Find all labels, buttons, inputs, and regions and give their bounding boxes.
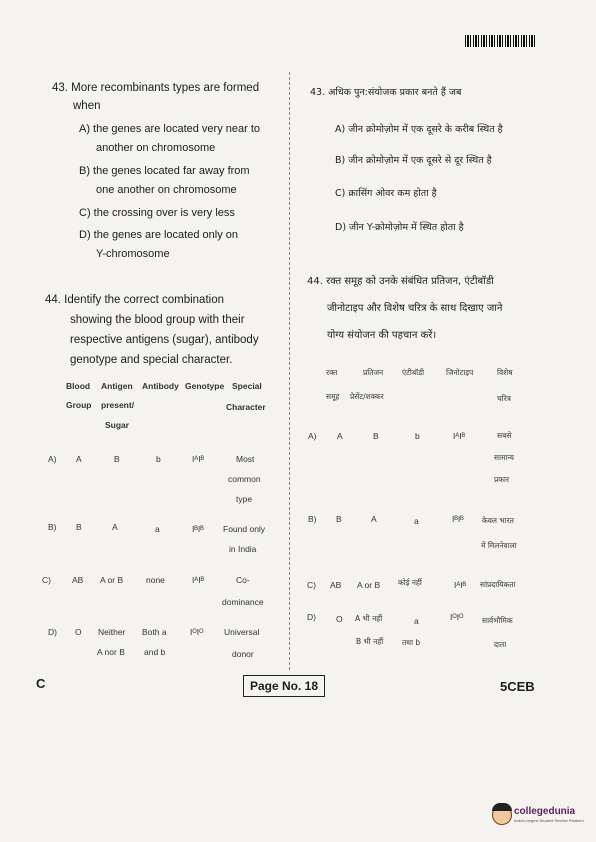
en-row-c-antigen: A or B	[100, 575, 124, 585]
en-row-c-antibody: none	[146, 575, 165, 585]
q43-en-option-c: C) the crossing over is very less	[79, 207, 235, 219]
hi-row-b-special-1: केवल भारत	[482, 516, 514, 525]
en-row-d-special-1: Universal	[224, 627, 260, 637]
hi-row-d-antigen-1: A भी नहीं	[355, 614, 383, 623]
en-row-b-blood: B	[76, 522, 82, 532]
logo-tagline: India's largest Student Review Platform	[514, 818, 584, 823]
hi-row-d-special-1: सार्वभौमिक	[482, 616, 513, 625]
en-row-b-genotype: IᴮIᴮ	[192, 524, 204, 534]
en-row-d-blood: O	[75, 627, 82, 637]
en-row-d-special-2: donor	[232, 649, 254, 659]
q43-hi-question: 43. अधिक पुन:संयोजक प्रकार बनते हैं जब	[310, 87, 462, 98]
q43-en-question-line1: 43. More recombinants types are formed	[52, 82, 260, 94]
barcode-icon	[465, 35, 535, 47]
en-row-a-special-2: common	[228, 474, 261, 484]
q43-hi-option-c: C) क्रासिंग ओवर कम होता है	[335, 188, 437, 199]
page-number-box: Page No. 18	[243, 675, 325, 697]
q43-en-option-d-line2: Y-chromosome	[96, 248, 170, 260]
en-header-blood-1: Blood	[66, 381, 91, 391]
en-header-special-2: Character	[226, 402, 266, 412]
hi-header-blood-1: रक्त	[326, 368, 338, 377]
footer-booklet-code: C	[36, 676, 46, 691]
hi-row-a-blood: A	[337, 431, 343, 441]
en-row-a-antigen: B	[114, 454, 120, 464]
hi-row-a-special-3: प्रकार	[494, 475, 510, 484]
q44-en-question-line2: showing the blood group with their	[70, 314, 245, 326]
q44-en-question-line3: respective antigens (sugar), antibody	[70, 334, 259, 346]
hi-row-c-blood: AB	[330, 580, 342, 590]
en-row-d-label: D)	[48, 627, 57, 637]
en-row-a-special-3: type	[236, 494, 253, 504]
en-row-a-blood: A	[76, 454, 82, 464]
hi-row-d-antibody-2: तथा b	[402, 638, 421, 647]
hi-row-a-genotype: IᴬIᴮ	[453, 431, 466, 441]
en-row-c-blood: AB	[72, 575, 84, 585]
q43-hi-option-d: D) जीन Y-क्रोमोज़ोम में स्थित होता है	[335, 222, 464, 233]
en-row-c-special-1: Co-	[236, 575, 250, 585]
en-row-b-antibody: a	[155, 524, 160, 534]
hi-row-a-special-2: सामान्य	[494, 453, 515, 462]
en-row-a-label: A)	[48, 454, 57, 464]
en-header-genotype: Genotype	[185, 381, 225, 391]
en-row-d-antibody-1: Both a	[142, 627, 167, 637]
en-row-b-antigen: A	[112, 522, 118, 532]
q44-en-question-line1: 44. Identify the correct combination	[45, 294, 224, 306]
q43-en-option-b-line2: one another on chromosome	[96, 184, 237, 196]
collegedunia-logo	[492, 802, 584, 832]
en-header-special-1: Special	[232, 381, 262, 391]
hi-row-c-label: C)	[307, 580, 316, 590]
hi-row-c-antibody: कोई नहीं	[398, 578, 422, 587]
en-header-antigen-2: present/	[101, 400, 135, 410]
hi-row-a-label: A)	[308, 431, 317, 441]
q43-hi-option-b: B) जीन क्रोमोज़ोम में एक दूसरे से दूर स्थित है	[335, 155, 492, 166]
en-row-a-genotype: IᴬIᴮ	[192, 454, 205, 464]
en-row-c-special-2: dominance	[222, 597, 264, 607]
q43-en-option-a-line1: A) the genes are located very near to	[79, 123, 260, 135]
en-row-d-genotype: IᴼIᴼ	[190, 627, 204, 637]
hi-row-a-antigen: B	[373, 431, 379, 441]
q43-en-option-d-line1: D) the genes are located only on	[79, 229, 238, 241]
hi-header-blood-2: समूह	[326, 392, 340, 401]
q44-hi-question-line1: 44. रक्त समूह को उनके संबंधित प्रतिजन, एंटीबॉडी	[307, 276, 494, 287]
hi-row-a-special-1: सबसे	[497, 431, 512, 440]
hi-header-antigen-2: प्रेसेंट/शक्कर	[350, 392, 384, 401]
q44-en-question-line4: genotype and special character.	[70, 354, 233, 366]
hi-row-a-antibody: b	[415, 431, 420, 441]
hi-row-d-antigen-2: B भी नहीं	[356, 637, 384, 646]
hi-header-special-2: चरित्र	[497, 394, 511, 403]
hi-row-c-antigen: A or B	[357, 580, 381, 590]
en-header-antigen-3: Sugar	[105, 420, 130, 430]
hi-row-d-antibody-1: a	[414, 616, 419, 626]
hi-row-d-label: D)	[307, 612, 316, 622]
logo-name: collegedunia	[514, 806, 576, 817]
hi-row-c-genotype: IᴬIᴮ	[454, 580, 467, 590]
student-hair-icon	[492, 803, 512, 811]
hi-row-b-special-2: में मिलनेवाला	[481, 541, 517, 550]
en-header-antibody: Antibody	[142, 381, 179, 391]
hi-row-d-special-2: दाता	[494, 640, 507, 649]
hi-header-genotype: जिनोटाइप	[446, 368, 474, 377]
en-row-d-antigen-1: Neither	[98, 627, 126, 637]
hi-row-b-label: B)	[308, 514, 317, 524]
q44-hi-question-line2: जीनोटाइप और विशेष चरित्र के साथ दिखाए जाने	[327, 303, 503, 314]
hi-header-antibody: एंटीबॉडी	[402, 368, 425, 377]
en-header-blood-2: Group	[66, 400, 92, 410]
en-row-d-antigen-2: A nor B	[97, 647, 125, 657]
q43-en-option-b-line1: B) the genes located far away from	[79, 165, 250, 177]
q43-hi-option-a: A) जीन क्रोमोज़ोम में एक दूसरे के करीब स्थित है	[335, 124, 503, 135]
en-row-a-special-1: Most	[236, 454, 255, 464]
en-row-b-special-1: Found only	[223, 524, 266, 534]
en-row-a-antibody: b	[156, 454, 161, 464]
q43-en-option-a-line2: another on chromosome	[96, 142, 216, 154]
hi-header-special-1: विशेष	[497, 368, 513, 377]
hi-row-b-genotype: IᴮIᴮ	[452, 514, 464, 524]
hi-row-d-blood: O	[336, 614, 343, 624]
q43-en-question-line2: when	[73, 100, 101, 112]
en-row-b-label: B)	[48, 522, 57, 532]
column-divider	[289, 72, 290, 670]
en-row-b-special-2: in India	[229, 544, 257, 554]
hi-row-c-special: सांप्रदायिकता	[480, 580, 516, 589]
en-row-d-antibody-2: and b	[144, 647, 166, 657]
hi-row-b-antibody: a	[414, 516, 419, 526]
footer-paper-code: 5CEB	[500, 679, 535, 694]
en-header-antigen-1: Antigen	[101, 381, 133, 391]
en-row-c-label: C)	[42, 575, 51, 585]
q44-hi-question-line3: योग्य संयोजन की पहचान करें।	[327, 330, 437, 341]
hi-row-d-genotype: IᴼIᴼ	[450, 612, 464, 622]
en-row-c-genotype: IᴬIᴮ	[192, 575, 205, 585]
hi-row-b-antigen: A	[371, 514, 377, 524]
hi-row-b-blood: B	[336, 514, 342, 524]
hi-header-antigen-1: प्रतिजन	[363, 368, 384, 377]
